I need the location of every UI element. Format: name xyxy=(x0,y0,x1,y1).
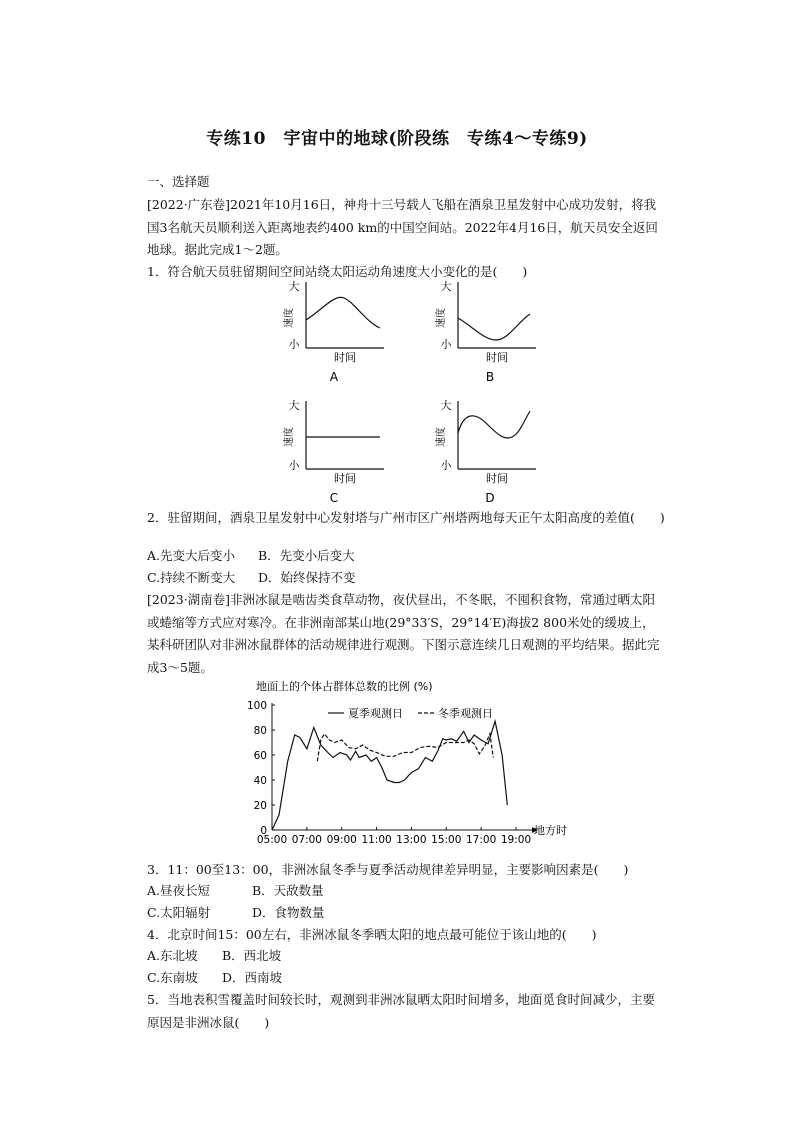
question-5: 5．当地表积雪覆盖时间较长时，观测到非洲冰鼠晒太阳时间增多，地面觅食时间减少，主要原因是非洲冰鼠( ) xyxy=(147,992,655,1030)
option-label: D xyxy=(485,491,495,505)
q2-option-c: C.持续不断变大 xyxy=(147,570,236,585)
speed-curve xyxy=(458,411,530,438)
section-heading: 一、选择题 xyxy=(147,174,210,189)
x-tick-label: 19:00 xyxy=(500,834,532,846)
option-label: C xyxy=(329,491,339,505)
y-axis-label: 速度 xyxy=(284,308,295,328)
question-3: 3．11：00至13：00，非洲冰鼠冬季与夏季活动规律差异明显，主要影响因素是( ) xyxy=(147,862,629,877)
y-small-label: 小 xyxy=(440,459,452,472)
y-tick-label: 40 xyxy=(253,775,267,787)
x-tick-label: 17:00 xyxy=(466,834,497,846)
q4-option-a: A.东北坡 xyxy=(147,948,198,963)
y-big-label: 大 xyxy=(288,399,300,412)
y-small-label: 小 xyxy=(440,338,452,351)
option-d-chart xyxy=(434,397,544,505)
y-tick-label: 20 xyxy=(253,800,267,812)
x-tick-label: 09:00 xyxy=(326,834,357,846)
question-1: 1．符合航天员驻留期间空间站绕太阳运动角速度大小变化的是( ) xyxy=(147,264,528,279)
x-tick-label: 11:00 xyxy=(361,834,392,846)
x-axis-title: 地方时 xyxy=(534,824,567,837)
option-label: B xyxy=(485,370,495,384)
q2-option-d: D．始终保持不变 xyxy=(258,570,356,585)
question-2: 2．驻留期间，酒泉卫星发射中心发射塔与广州市区广州塔两地每天正午太阳高度的差值( ) xyxy=(147,510,665,525)
y-small-label: 小 xyxy=(288,338,300,351)
option-a-chart xyxy=(282,278,392,382)
x-tick-label: 13:00 xyxy=(396,834,427,846)
y-axis-label: 速度 xyxy=(436,427,447,447)
q3-option-b: B．天敌数量 xyxy=(252,883,324,898)
q4-option-b: B．西北坡 xyxy=(222,948,282,963)
x-axis-label: 时间 xyxy=(486,472,508,485)
y-big-label: 大 xyxy=(440,399,452,412)
x-axis-label: 时间 xyxy=(334,472,356,485)
y-big-label: 大 xyxy=(440,280,452,293)
passage-2: [2023·湖南卷]非洲冰鼠是啮齿类食草动物，夜伏昼出，不冬眠，不囤积食物，常通过晒太阳或蜷缩等方式应对寒冷。在非洲南部某山地(29°33′S，29°14′E)海拔2 800米处的缓坡上，某科研团队对非洲冰鼠群体的活动规律进行观测。下图示意连续几日观测的平均结果。据此完成3～5题。 xyxy=(147,592,660,675)
speed-curve xyxy=(458,314,530,340)
x-axis-label: 时间 xyxy=(486,351,508,364)
q4-option-d: D．西南坡 xyxy=(222,970,283,985)
y-axis-label: 速度 xyxy=(436,308,447,328)
y-tick-label: 80 xyxy=(253,725,267,737)
q3-option-d: D．食物数量 xyxy=(252,905,325,920)
q2-option-a: A.先变大后变小 xyxy=(147,548,236,563)
q3-option-c: C.太阳辐射 xyxy=(147,905,211,920)
speed-curve xyxy=(306,297,380,328)
chart-title: 地面上的个体占群体总数的比例 (%) xyxy=(256,680,433,693)
y-tick-label: 0 xyxy=(260,825,267,837)
y-small-label: 小 xyxy=(288,459,300,472)
y-tick-label: 60 xyxy=(253,750,267,762)
option-b-chart xyxy=(434,278,544,382)
question-4: 4．北京时间15：00左右，非洲冰鼠冬季晒太阳的地点最可能位于该山地的( ) xyxy=(147,927,597,942)
q2-option-b: B．先变小后变大 xyxy=(258,548,355,563)
y-big-label: 大 xyxy=(288,280,300,293)
activity-line-chart xyxy=(240,676,567,846)
x-tick-label: 15:00 xyxy=(431,834,462,846)
y-axis-label: 速度 xyxy=(284,427,295,447)
legend-summer-label: 夏季观测日 xyxy=(348,707,403,720)
option-c-chart xyxy=(282,397,392,505)
page-title: 专练10 宇宙中的地球(阶段练 专练4～专练9) xyxy=(206,129,588,149)
y-tick-label: 100 xyxy=(246,700,267,712)
passage-1: [2022·广东卷]2021年10月16日，神舟十三号载人飞船在酒泉卫星发射中心成功发射，将我国3名航天员顺利送入距离地表约400 km的中国空间站。2022年4月16日，航天员安全返回地球。据此完成1～2题。 xyxy=(147,197,658,257)
x-axis-label: 时间 xyxy=(334,351,356,364)
legend-winter-label: 冬季观测日 xyxy=(438,707,493,720)
q4-option-c: C.东南坡 xyxy=(147,970,198,985)
x-tick-label: 05:00 xyxy=(256,834,288,846)
summer-series-line xyxy=(272,721,507,830)
q3-option-a: A.昼夜长短 xyxy=(147,883,211,898)
option-label: A xyxy=(329,370,339,384)
x-tick-label: 07:00 xyxy=(291,834,322,846)
